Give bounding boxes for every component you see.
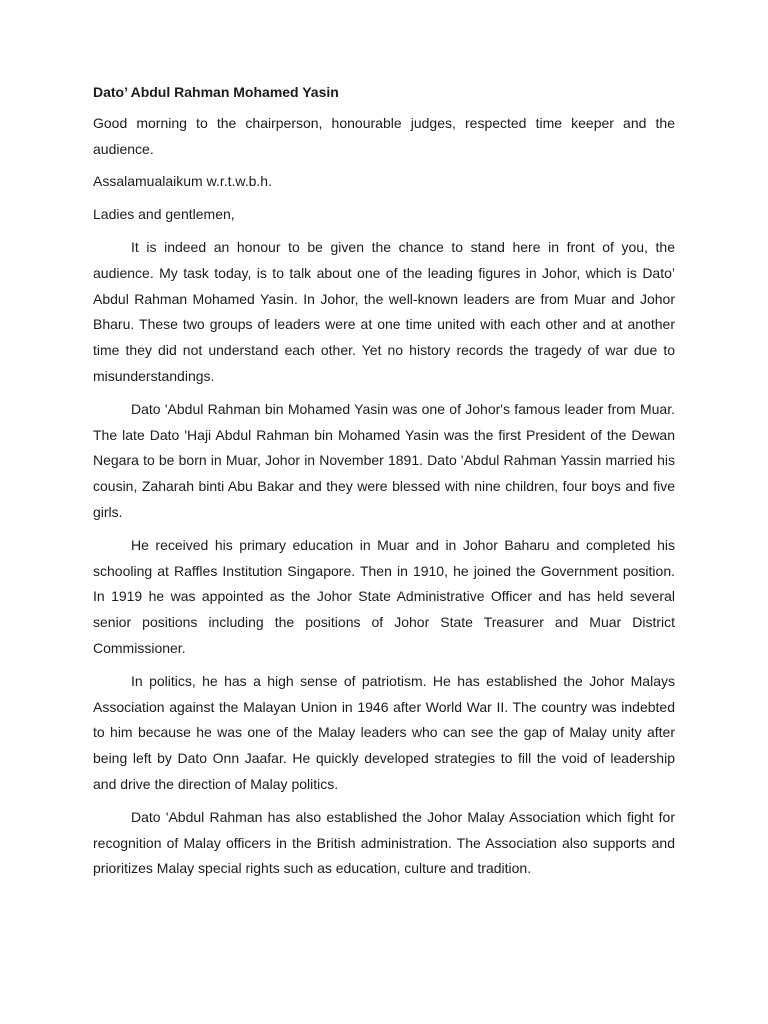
document-title: Dato’ Abdul Rahman Mohamed Yasin xyxy=(93,84,339,100)
paragraph-greeting: Good morning to the chairperson, honourable judges, respected time keeper and the audience. xyxy=(93,114,675,157)
paragraph-association: Dato 'Abdul Rahman has also established the Johor Malay Association which fight for recognition of Malay officers in the British administration. The Association also supports and prioritizes Malay special rights such as education, culture and tradition. xyxy=(93,808,675,877)
paragraph-politics: In politics, he has a high sense of patriotism. He has established the Johor Malays Association against the Malayan Union in 1946 after World War II. The country was indebted to him because he was one of the Malay leaders who can see the gap of Malay unity after being left by Dato Onn Jaafar. He quickly developed strategies to fill the void of leadership and drive the direction of Malay politics. xyxy=(93,672,675,792)
paragraph-address: Ladies and gentlemen, xyxy=(93,206,235,223)
paragraph-salutation: Assalamualaikum w.r.t.w.b.h. xyxy=(93,173,272,190)
paragraph-education-career: He received his primary education in Muar and in Johor Baharu and completed his schooling at Raffles Institution Singapore. Then in 1910, he joined the Government position. In 1919 he was appointed as the Johor State Administrative Officer and has held several senior positions including the positions of Johor State Treasurer and Muar District Commissioner. xyxy=(93,536,675,656)
paragraph-biography-origin: Dato 'Abdul Rahman bin Mohamed Yasin was one of Johor's famous leader from Muar. The late Dato 'Haji Abdul Rahman bin Mohamed Yasin was the first President of the Dewan Negara to be born in Muar, Johor in November 1891. Dato 'Abdul Rahman Yassin married his cousin, Zaharah binti Abu Bakar and they were blessed with nine children, four boys and five girls. xyxy=(93,400,675,520)
paragraph-introduction: It is indeed an honour to be given the chance to stand here in front of you, the audience. My task today, is to talk about one of the leading figures in Johor, which is Dato’ Abdul Rahman Mohamed Yasin. In Johor, the well-known leaders are from Muar and Johor Bharu. These two groups of leaders were at one time united with each other and at another time they did not understand each other. Yet no history records the tragedy of war due to misunderstandings. xyxy=(93,238,675,384)
